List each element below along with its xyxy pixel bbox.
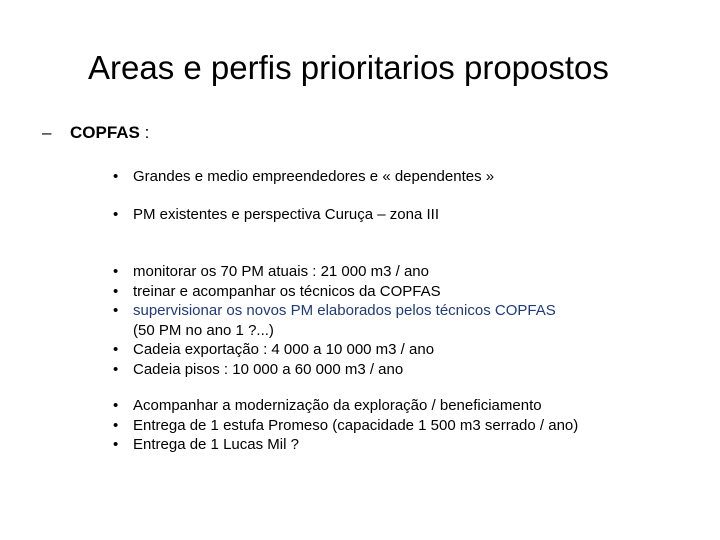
section-dash: –	[42, 123, 52, 142]
bullet-icon: •	[113, 302, 119, 319]
bullet-icon: •	[113, 282, 119, 300]
bullet-group-activities	[113, 262, 556, 379]
section-heading	[42, 122, 149, 144]
list-item: • Grandes e medio empreendedores e « dependentes »	[113, 168, 495, 185]
list-item: • supervisionar os novos PM elaborados pelos técnicos COPFAS	[113, 302, 556, 319]
bullet-group-audience	[113, 167, 494, 187]
section-suffix: :	[139, 123, 150, 142]
bullet-icon: •	[113, 360, 119, 378]
list-item-continuation: (50 PM no ano 1 ?...)	[133, 321, 274, 339]
bullet-group-deliverables	[113, 396, 578, 455]
list-item: • monitorar os 70 PM atuais : 21 000 m3 / ano	[113, 263, 429, 280]
bullet-icon: •	[113, 436, 119, 453]
bullet-group-scope	[113, 205, 439, 225]
list-item: • Cadeia exportação : 4 000 a 10 000 m3 / ano	[113, 341, 435, 358]
bullet-icon: •	[113, 341, 119, 358]
list-item: • Cadeia pisos : 10 000 a 60 000 m3 / ano	[113, 360, 404, 378]
list-item: • Acompanhar a modernização da exploração / beneficiamento	[113, 397, 542, 414]
bullet-icon: •	[113, 416, 119, 434]
section-label: COPFAS	[70, 123, 140, 142]
list-item: • PM existentes e perspectiva Curuça – zona III	[113, 206, 439, 223]
bullet-icon: •	[113, 263, 119, 280]
list-item: • treinar e acompanhar os técnicos da COPFAS	[113, 282, 441, 300]
bullet-icon: •	[113, 206, 119, 223]
bullet-icon: •	[113, 397, 119, 414]
list-item: • Entrega de 1 estufa Promeso (capacidade 1 500 m3 serrado / ano)	[113, 416, 579, 434]
slide-title: Areas e perfis prioritarios propostos	[88, 49, 609, 86]
list-item: • Entrega de 1 Lucas Mil ?	[113, 436, 299, 453]
bullet-icon: •	[113, 168, 119, 185]
